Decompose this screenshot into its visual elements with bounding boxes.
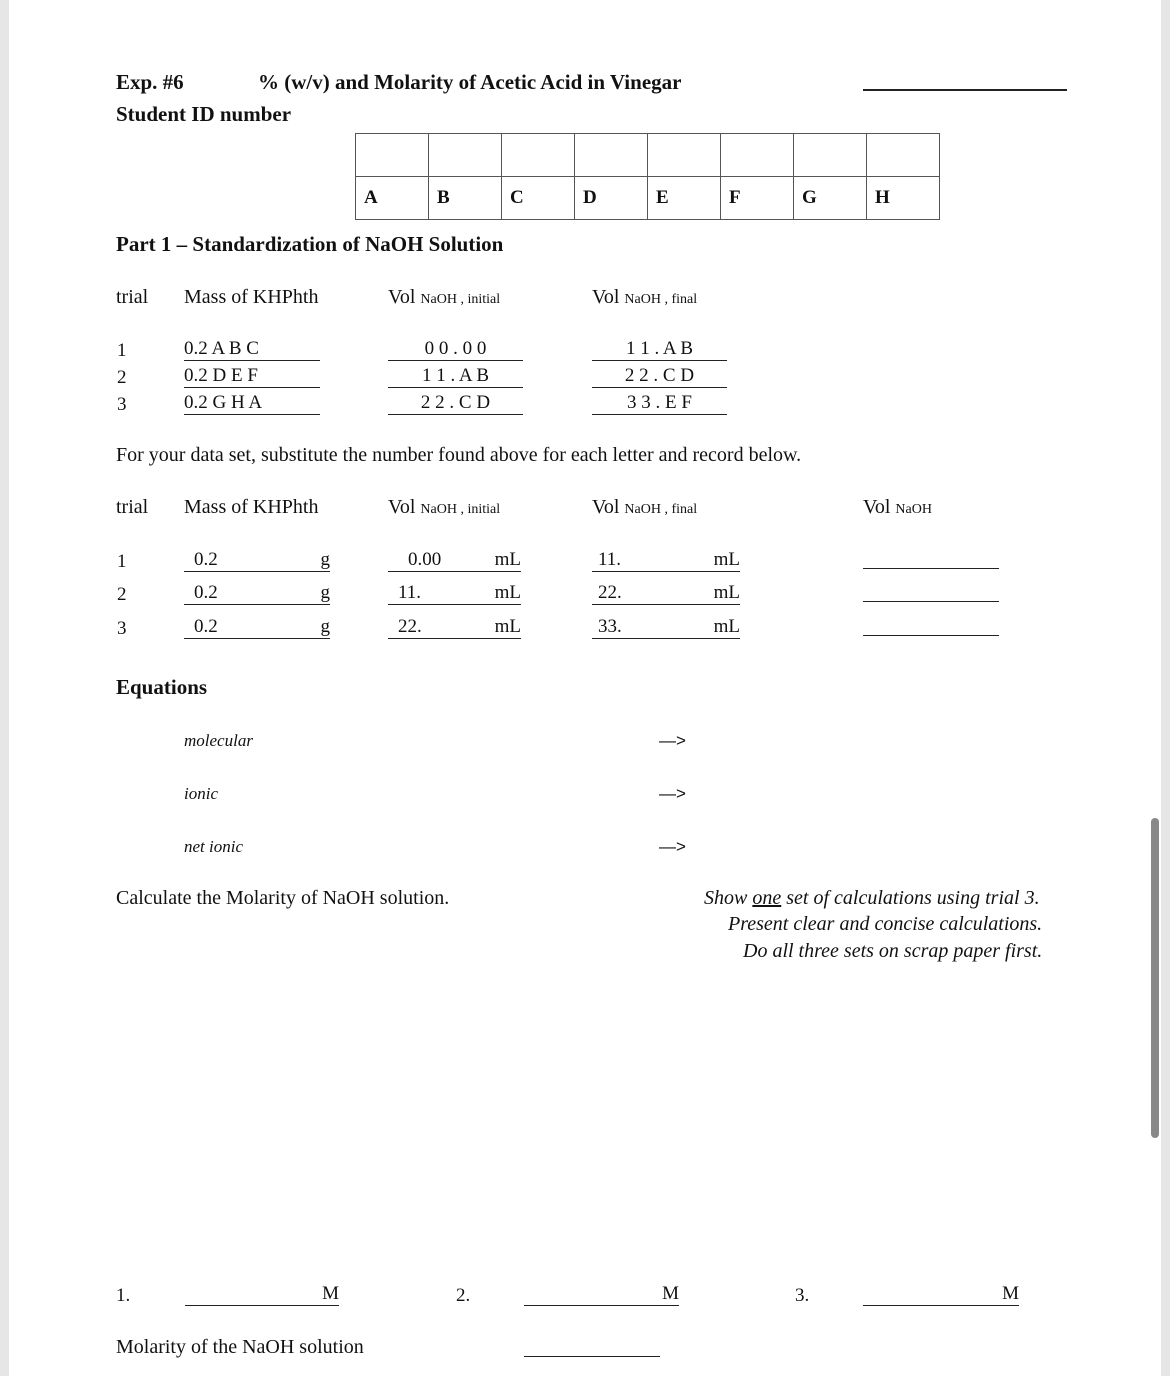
id-digit-box[interactable] bbox=[794, 134, 867, 177]
id-letter: E bbox=[648, 177, 721, 220]
answer-number: 3. bbox=[795, 1285, 810, 1306]
vol-naoh-blank[interactable] bbox=[863, 568, 999, 569]
id-letter: D bbox=[575, 177, 648, 220]
col-vol-final: Vol NaOH , final bbox=[592, 496, 698, 518]
trial-number: 2 bbox=[117, 367, 127, 388]
id-letter: C bbox=[502, 177, 575, 220]
id-letter: G bbox=[794, 177, 867, 220]
template-initial: 2 2 . C D bbox=[388, 392, 523, 415]
part1-title: Part 1 – Standardization of NaOH Solution bbox=[116, 232, 504, 256]
calc-prompt: Calculate the Molarity of NaOH solution. bbox=[116, 887, 450, 909]
id-digit-box[interactable] bbox=[721, 134, 794, 177]
col-trial: trial bbox=[116, 286, 149, 308]
id-digit-box[interactable] bbox=[429, 134, 502, 177]
id-digit-box[interactable] bbox=[575, 134, 648, 177]
mass-field[interactable]: 0.2 g bbox=[184, 549, 330, 572]
final-molarity-label: Molarity of the NaOH solution bbox=[116, 1336, 364, 1358]
trial-number: 3 bbox=[117, 618, 127, 639]
template-final: 2 2 . C D bbox=[592, 365, 727, 388]
template-final: 3 3 . E F bbox=[592, 392, 727, 415]
col-mass: Mass of KHPhth bbox=[184, 496, 319, 518]
calc-note-2: Present clear and concise calculations. bbox=[728, 913, 1043, 935]
answer-molarity-field[interactable]: M bbox=[524, 1283, 679, 1306]
calc-note-3: Do all three sets on scrap paper first. bbox=[743, 940, 1043, 962]
scrollbar-track[interactable] bbox=[1161, 0, 1170, 1376]
initial-volume-field[interactable]: 11. mL bbox=[388, 582, 521, 605]
id-letter: F bbox=[721, 177, 794, 220]
student-id-label: Student ID number bbox=[116, 102, 292, 126]
id-letter: A bbox=[356, 177, 429, 220]
template-mass: 0.2 A B C bbox=[184, 338, 320, 361]
final-volume-field[interactable]: 33. mL bbox=[592, 616, 740, 639]
col-vol-naoh: Vol NaOH bbox=[863, 496, 932, 518]
template-mass: 0.2 G H A bbox=[184, 392, 320, 415]
final-volume-field[interactable]: 22. mL bbox=[592, 582, 740, 605]
col-vol-final: Vol NaOH , final bbox=[592, 286, 698, 308]
equation-label-net-ionic: net ionic bbox=[184, 837, 244, 856]
answer-number: 2. bbox=[456, 1285, 471, 1306]
student-id-grid bbox=[355, 133, 940, 220]
vol-naoh-blank[interactable] bbox=[863, 601, 999, 602]
name-blank bbox=[863, 89, 1067, 91]
final-molarity-blank[interactable] bbox=[524, 1356, 660, 1357]
template-initial: 1 1 . A B bbox=[388, 365, 523, 388]
scrollbar-thumb[interactable] bbox=[1151, 818, 1159, 1138]
arrow-icon: —> bbox=[659, 731, 686, 750]
trial-number: 1 bbox=[117, 551, 127, 572]
trial-number: 1 bbox=[117, 340, 127, 361]
exp-number: Exp. #6 bbox=[116, 70, 184, 94]
answer-number: 1. bbox=[116, 1285, 131, 1306]
page-title: % (w/v) and Molarity of Acetic Acid in Vinegar bbox=[258, 70, 682, 94]
mass-field[interactable]: 0.2 g bbox=[184, 582, 330, 605]
col-trial: trial bbox=[116, 496, 149, 518]
template-initial: 0 0 . 0 0 bbox=[388, 338, 523, 361]
arrow-icon: —> bbox=[659, 784, 686, 803]
col-vol-initial: Vol NaOH , initial bbox=[388, 496, 501, 518]
template-mass: 0.2 D E F bbox=[184, 365, 320, 388]
answer-molarity-field[interactable]: M bbox=[863, 1283, 1019, 1306]
equations-title: Equations bbox=[116, 675, 208, 699]
arrow-icon: —> bbox=[659, 837, 686, 856]
col-mass: Mass of KHPhth bbox=[184, 286, 319, 308]
id-digit-box[interactable] bbox=[356, 134, 429, 177]
final-volume-field[interactable]: 11. mL bbox=[592, 549, 740, 572]
mass-field[interactable]: 0.2 g bbox=[184, 616, 330, 639]
id-digit-box[interactable] bbox=[867, 134, 940, 177]
trial-number: 3 bbox=[117, 394, 127, 415]
equation-label-molecular: molecular bbox=[184, 731, 253, 750]
col-vol-initial: Vol NaOH , initial bbox=[388, 286, 501, 308]
id-letter: H bbox=[867, 177, 940, 220]
equation-label-ionic: ionic bbox=[184, 784, 218, 803]
calc-note-1: Show one set of calculations using trial 3. bbox=[704, 887, 1040, 909]
id-digit-box[interactable] bbox=[502, 134, 575, 177]
id-letter: B bbox=[429, 177, 502, 220]
template-final: 1 1 . A B bbox=[592, 338, 727, 361]
vol-naoh-blank[interactable] bbox=[863, 635, 999, 636]
answer-molarity-field[interactable]: M bbox=[185, 1283, 339, 1306]
instruction-text: For your data set, substitute the number found above for each letter and record below. bbox=[116, 444, 802, 466]
initial-volume-field[interactable]: 0.00 mL bbox=[388, 549, 521, 572]
initial-volume-field[interactable]: 22. mL bbox=[388, 616, 521, 639]
trial-number: 2 bbox=[117, 584, 127, 605]
id-digit-box[interactable] bbox=[648, 134, 721, 177]
page-frame-left bbox=[0, 0, 9, 1376]
